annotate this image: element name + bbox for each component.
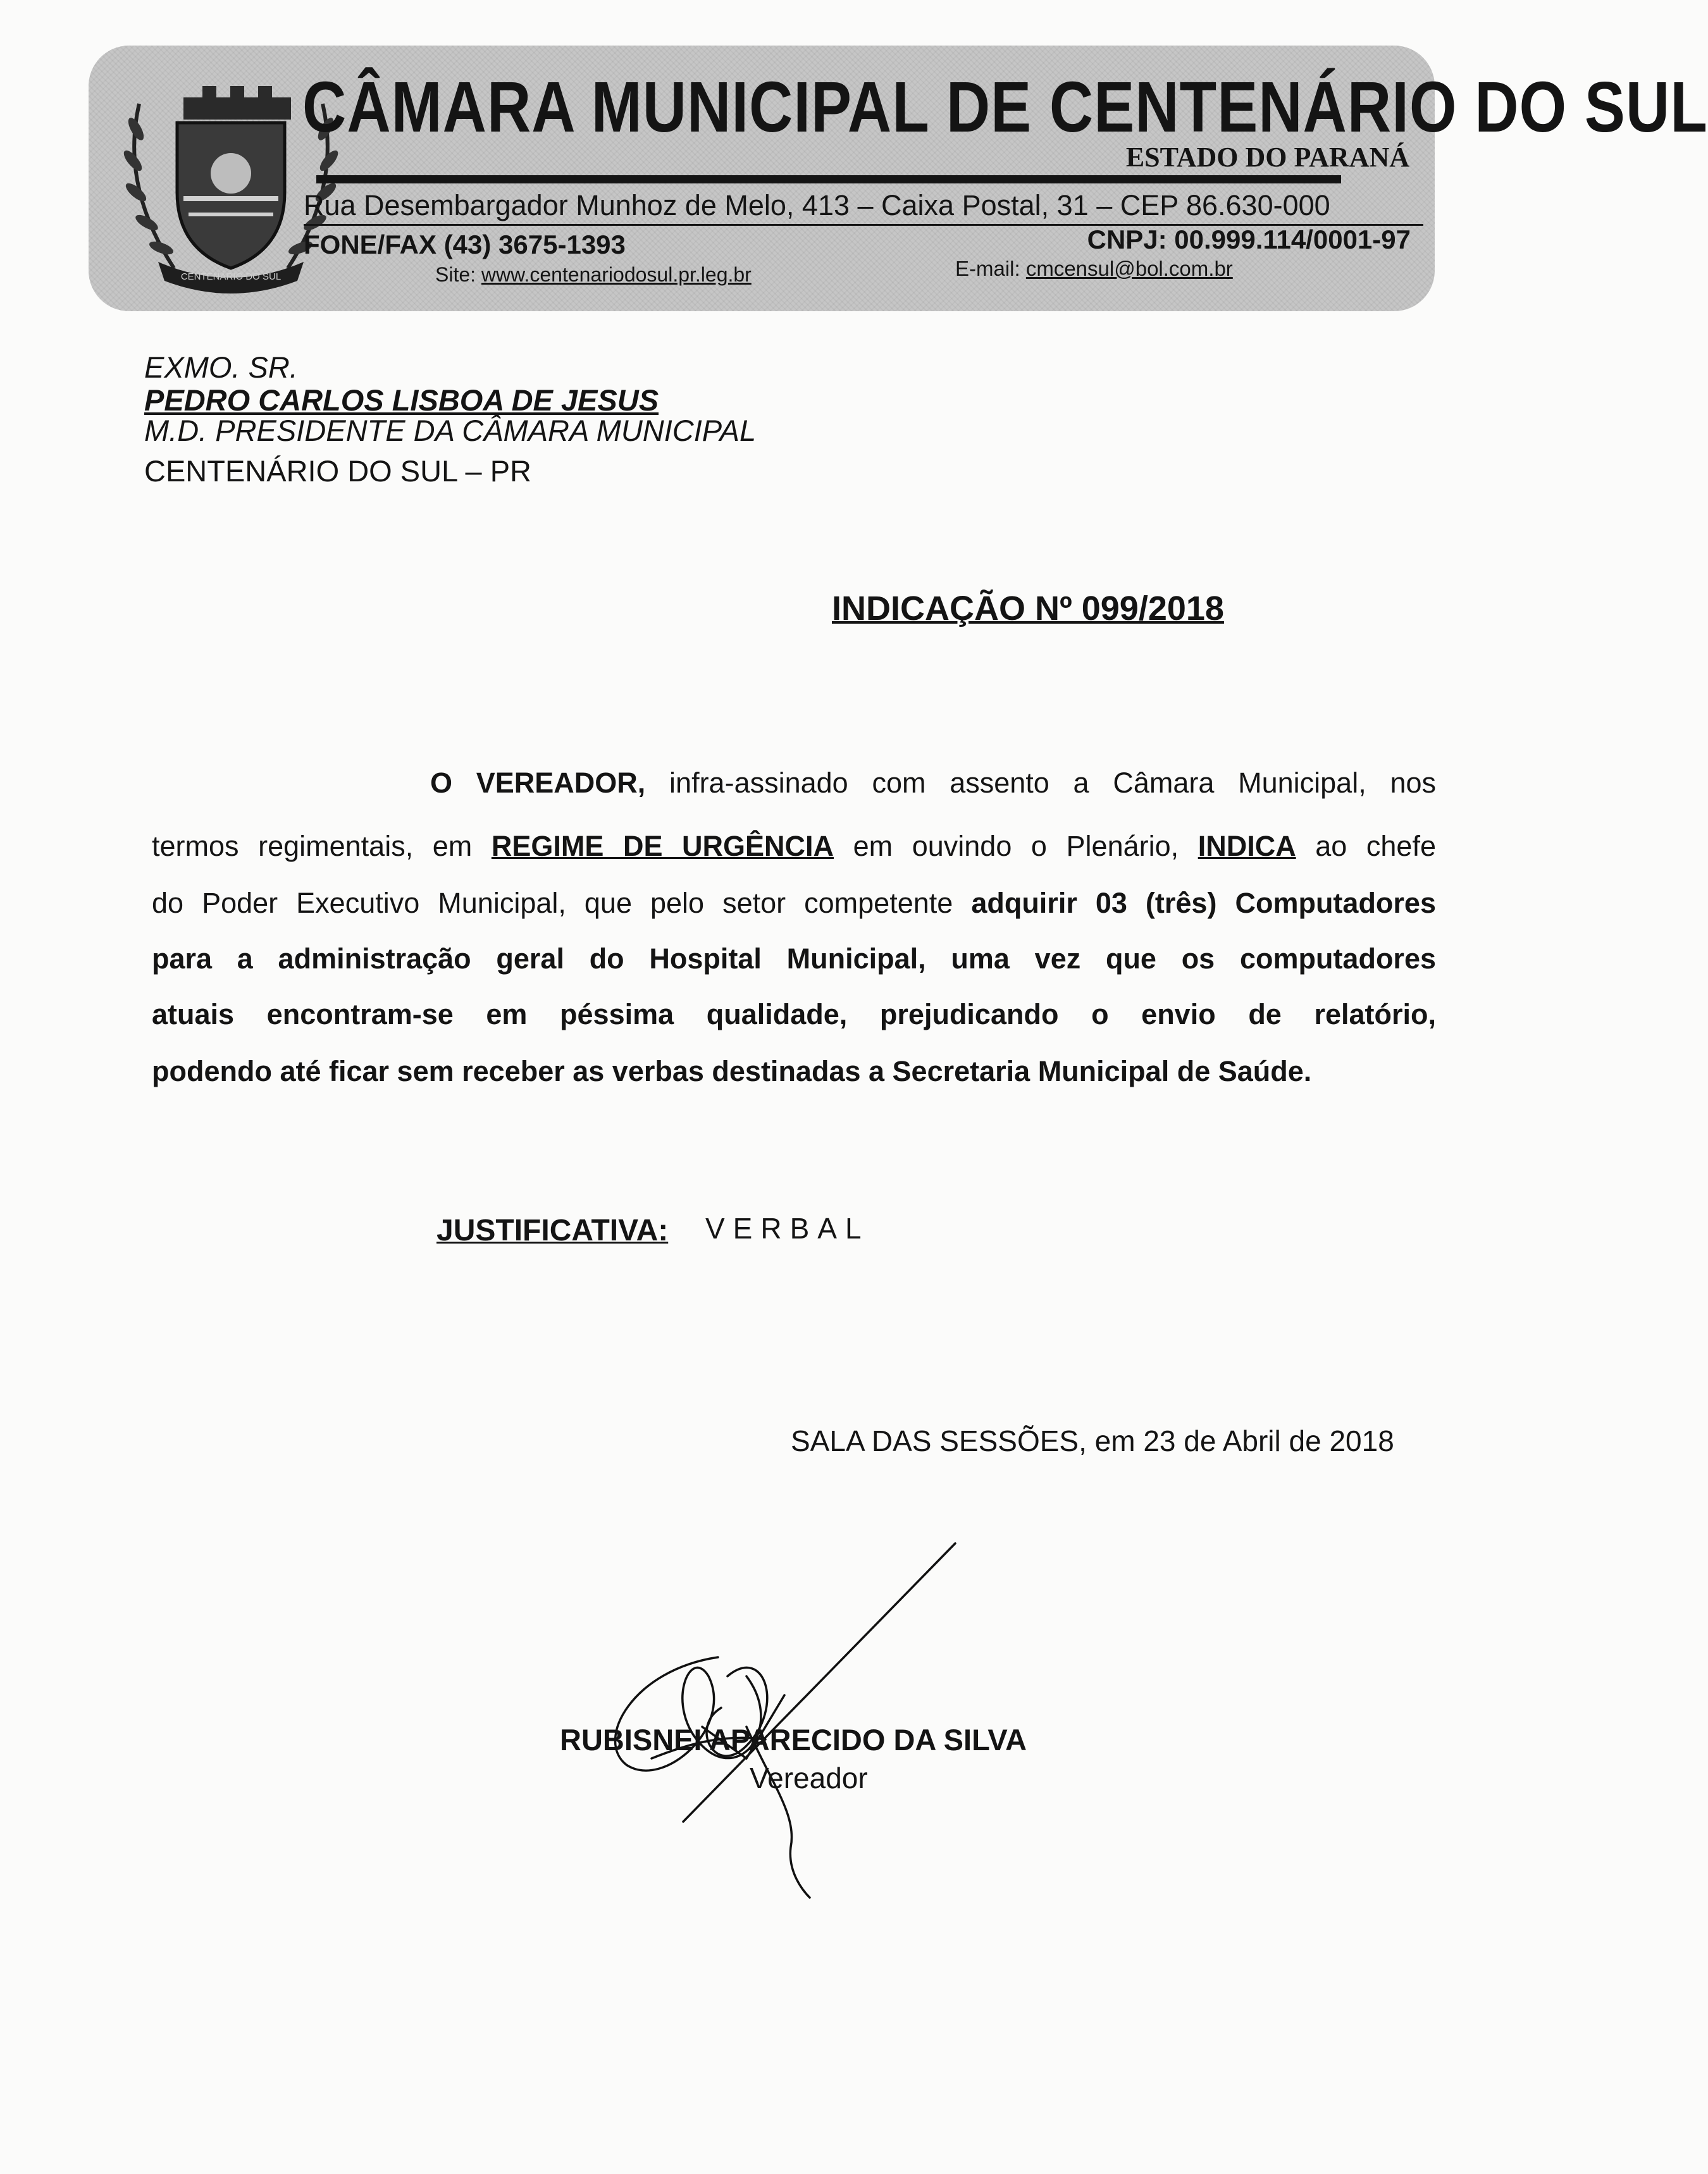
site-link[interactable]: www.centenariodosul.pr.leg.br — [481, 263, 752, 286]
body-text: em ouvindo o Plenário, — [834, 830, 1198, 862]
justification-value: VERBAL — [705, 1212, 870, 1245]
institution-title: CÂMARA MUNICIPAL DE CENTENÁRIO DO SUL — [302, 67, 1708, 147]
email-label: E-mail: — [955, 257, 1026, 280]
signer-role: Vereador — [750, 1762, 868, 1794]
document-title: INDICAÇÃO Nº 099/2018 — [832, 590, 1224, 627]
indica-keyword: INDICA — [1197, 830, 1296, 862]
addressee-city: CENTENÁRIO DO SUL – PR — [144, 454, 531, 488]
body-text: termos regimentais, em — [152, 830, 492, 862]
crest-ribbon-text: CENTENÁRIO DO SUL — [180, 271, 282, 282]
salutation: EXMO. SR. — [144, 350, 298, 384]
institution-address: Rua Desembargador Munhoz de Melo, 413 – Caixa Postal, 31 – CEP 86.630-000 — [304, 188, 1423, 226]
session-date-line: SALA DAS SESSÕES, em 23 de Abril de 2018 — [791, 1424, 1394, 1457]
urgency-regime: REGIME DE URGÊNCIA — [491, 830, 834, 862]
body-line-3 — [152, 886, 1436, 921]
institution-cnpj: CNPJ: 00.999.114/0001-97 — [1087, 225, 1411, 254]
institution-email-line — [955, 256, 1233, 281]
email-link[interactable]: cmcensul@bol.com.br — [1025, 257, 1233, 280]
site-label: Site: — [435, 263, 481, 286]
body-subject: O VEREADOR, — [430, 767, 646, 799]
justification-label: JUSTIFICATIVA: — [436, 1214, 669, 1247]
request-object: adquirir 03 (três) Computadores — [971, 887, 1436, 919]
letterhead — [89, 46, 1708, 311]
body-line-5: atuais encontram-se em péssima qualidade, prejudicando o envio de relatório, — [152, 998, 1436, 1030]
body-text: infra-assinado com assento a Câmara Municipal, nos — [645, 767, 1437, 799]
addressee-role: M.D. PRESIDENTE DA CÂMARA MUNICIPAL — [144, 414, 757, 447]
handwritten-signature-icon — [557, 1518, 1037, 1898]
state-name: ESTADO DO PARANÁ — [1125, 142, 1409, 173]
body-text: ao chefe — [1296, 830, 1436, 862]
body-text: do Poder Executivo Municipal, que pelo setor competente — [152, 887, 972, 919]
body-line-6: podendo até ficar sem receber as verbas destinadas a Secretaria Municipal de Saúde. — [152, 1055, 1312, 1087]
body-line-4: para a administração geral do Hospital Municipal, uma vez que os computadores — [152, 942, 1436, 975]
body-line-1 — [430, 765, 1436, 801]
signer-name: RUBISNEI APARECIDO DA SILVA — [560, 1723, 1027, 1757]
addressee-name: PEDRO CARLOS LISBOA DE JESUS — [144, 383, 659, 417]
body-line-2 — [152, 829, 1436, 864]
institution-phone: FONE/FAX (43) 3675-1393 — [304, 230, 626, 259]
letterhead-divider — [316, 175, 1341, 183]
institution-site-line — [435, 262, 752, 287]
